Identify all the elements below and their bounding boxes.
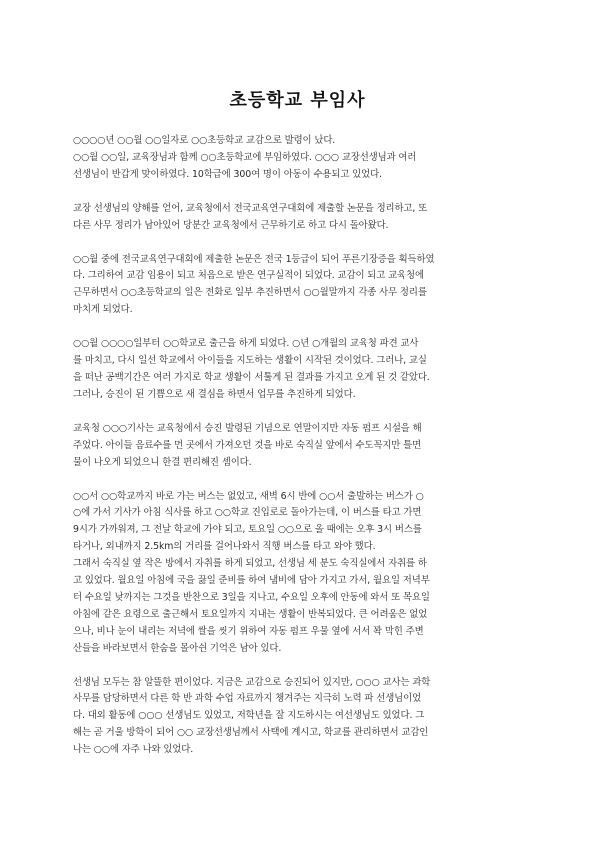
paragraph-appointment [73,133,525,184]
text-line: 으나, 비나 눈이 내리는 저녁에 쌀을 씻기 위하여 자동 펌프 우물 옆에 서서 꽉 막힌 주변 [73,625,424,637]
text-line: 그러나, 승진이 된 기쁨으로 새 결심을 하면서 업무를 추진하게 되었다. [73,388,356,400]
text-line: 다. 대외 활동에 ○○○ 선생님도 있었고, 저학년을 잘 지도하시는 여선생님도 있었다. 그 [73,710,425,722]
text-line: 물이 나오게 되었으니 한결 편리해진 셈이다. [73,456,252,468]
paragraph-teachers [73,675,525,760]
paragraph-commute-start [73,336,525,404]
text-line: 산들을 바라보면서 한숨을 몰아쉰 기억은 남아 있다. [73,642,282,654]
document-title: 초등학교 부임사 [229,90,366,111]
text-line: 다른 사무 정리가 남아있어 당분간 교육청에서 근무하기로 하고 다시 돌아왔다. [73,219,389,231]
text-line: 그래서 숙직실 옆 작은 방에서 자취를 하게 되었고, 선생님 세 분도 숙직실에서 자취를 하 [73,558,427,570]
text-line: ○○○○년 ○○월 ○○일자로 ○○초등학교 교감으로 발령이 났다. [73,135,336,146]
text-line: 을 떠난 공백기간은 여러 가지로 학교 생활이 서툴게 된 결과를 가지고 오게 된 것 같았다. [73,371,430,383]
paragraph-bus-life [73,489,525,658]
text-line: 아침에 같은 요령으로 출근해서 토요일까지 지내는 생활이 반복되었다. 큰 어려움은 없었 [73,608,428,620]
text-line: 타거나, 외내까지 2.5km의 거리를 걸어나와서 직행 버스를 타고 와야 했다. [73,541,376,553]
paragraph-leave [73,201,525,235]
text-line: 교육청 ○○○기사는 교육청에서 승진 발령된 기념으로 연말이지만 자동 펌프 시설을 해 [73,422,422,434]
text-line: 근무하면서 ○○초등학교의 일은 전화로 일부 추진하면서 ○○월말까지 각종 사무 정리를 [73,287,427,299]
text-line: 9시가 가까워져, 그 전날 학교에 가야 되고, 토요일 ○○으로 올 때에는 오후 3시 버스를 [73,524,422,536]
paragraph-pump [73,421,525,472]
text-line: 를 마치고, 다시 일선 학교에서 아이들을 지도하는 생활이 시작된 것이었다. 그러나, 교실 [73,355,427,367]
text-line: ○에 가서 기사가 아침 식사를 하고 ○○학교 진입로로 돌아가는데, 이 버스를 타고 가면 [73,507,422,519]
text-line: 주었다. 아이들 음료수를 먼 곳에서 가져오던 것을 바로 숙직실 앞에서 수도꼭지만 틀면 [73,439,422,451]
text-line: 터 수요일 낮까지는 그것을 반찬으로 3일을 지나고, 수요일 오후에 안동에 와서 또 목요일 [73,591,430,603]
text-line: 마치게 되었다. [73,304,133,316]
document-body [73,133,525,759]
text-line: 사무를 담당하면서 다른 학 반 과학 수업 자료까지 챙겨주는 지극히 노력 파 선생님이었 [73,693,422,705]
text-line: ○○월 중에 전국교육연구대회에 제출한 논문은 전국 1등급이 되어 푸른기장증을 획득하였 [73,253,435,265]
text-line: 다. 그리하여 교감 임용이 되고 처음으로 받은 연구실적이 되었다. 교감이 되고 교육청에 [73,270,424,282]
text-line: 선생님이 반갑게 맞이하였다. 10학급에 300여 명이 아동이 수용되고 있었다. [73,168,382,180]
text-line: ○○월 ○○○○일부터 ○○학교로 출근을 하게 되었다. ○년 ○개월의 교육청 파견 교사 [73,338,419,350]
text-line: 교장 선생님의 양해를 얻어, 교육청에서 전국교육연구대회에 제출할 논문을 정리하고, 또 [73,202,428,214]
text-line: ○○월 ○○일, 교육장님과 함께 ○○초등학교에 부임하였다. ○○○ 교장선생님과 여러 [73,151,417,163]
text-line: 나는 ○○에 자주 나와 있었다. [73,744,194,756]
text-line: 해는 곧 거울 방학이 되어 ○○ 교장선생님께서 사택에 계시고, 학교를 관리하면서 교감인 [73,727,429,739]
text-line: 선생님 모두는 참 알뜰한 편이었다. 지금은 교감으로 승진되어 있지만, ○○○ 교사는 과학 [73,676,431,688]
text-line: ○○서 ○○학교까지 바로 가는 버스는 없었고, 새벽 6시 반에 ○○서 출발하는 버스가 ○ [73,490,424,502]
text-line: 고 있었다. 월요일 아침에 국을 끓일 준비를 하여 냄비에 담아 가지고 가서, 월요일 저녁부 [73,575,430,587]
paragraph-research [73,252,525,320]
